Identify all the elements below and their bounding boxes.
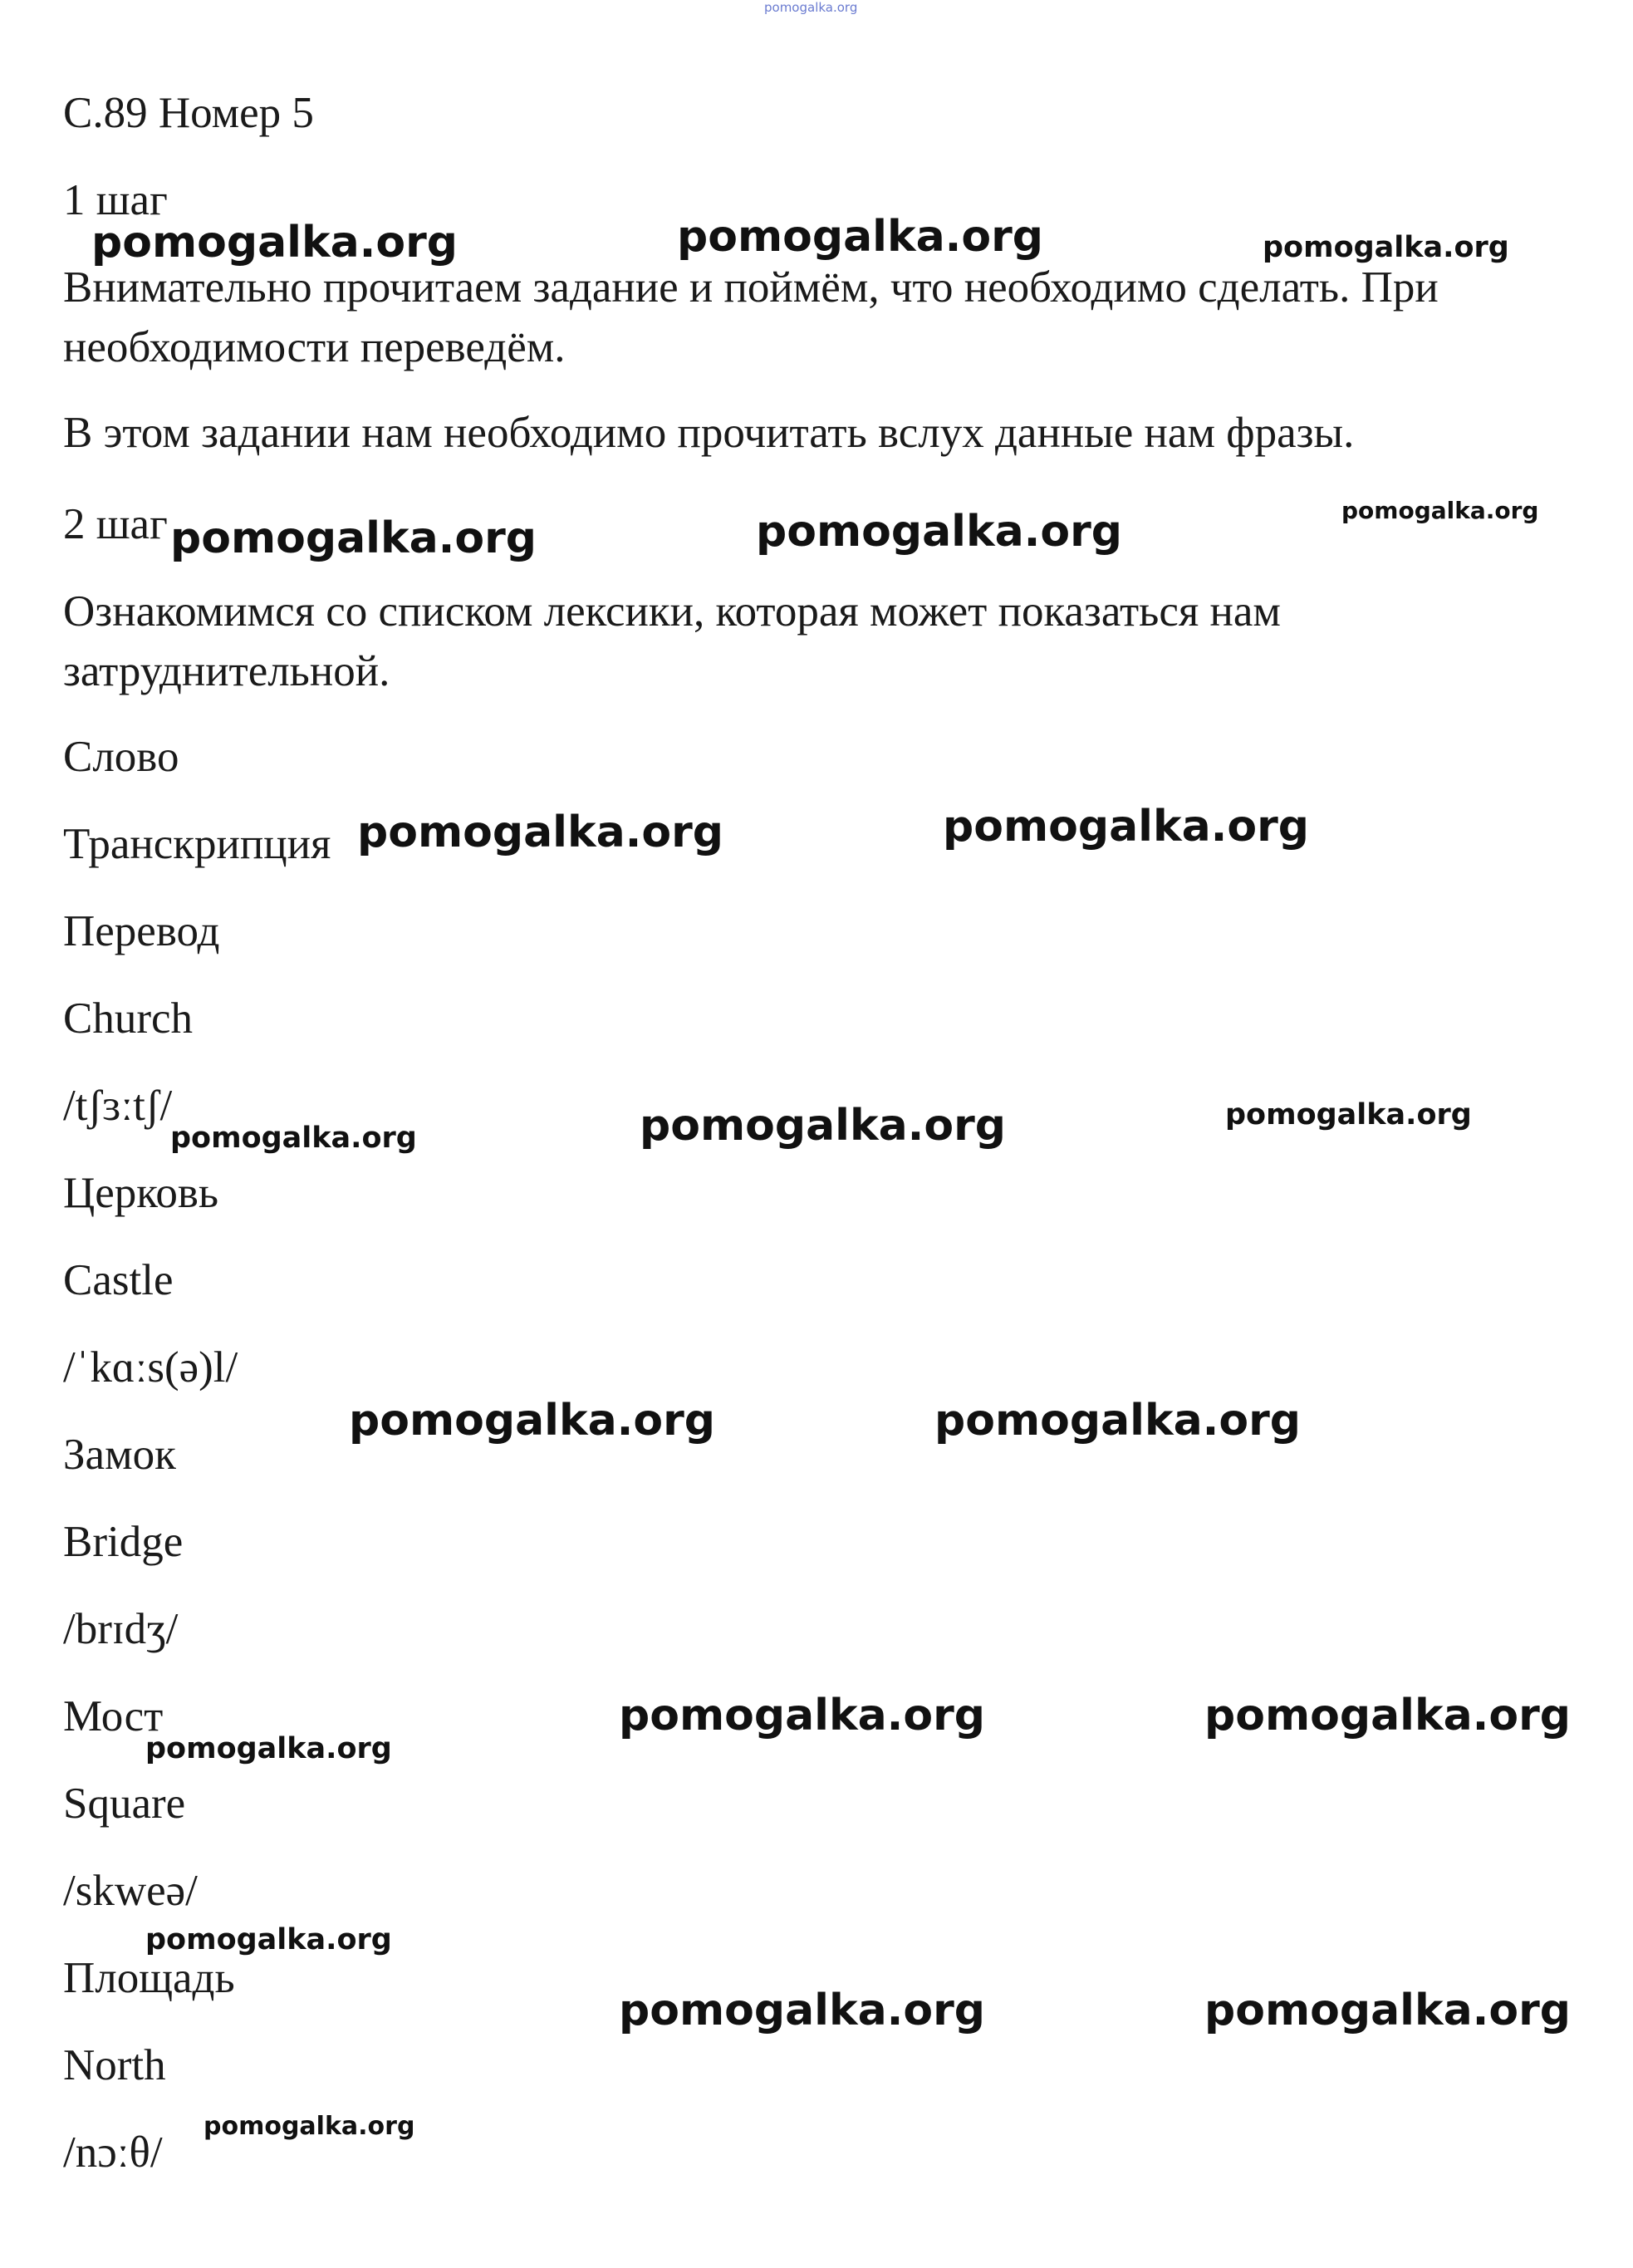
vocab-header-word: Слово <box>63 733 179 781</box>
watermark: pomogalka.org <box>756 507 1123 557</box>
watermark: pomogalka.org <box>934 1396 1302 1446</box>
vocab-word: North <box>63 2041 166 2089</box>
vocab-header-transcription: Транскрипция <box>63 820 331 868</box>
watermark: pomogalka.org <box>1204 1986 1572 2035</box>
watermark: pomogalka.org <box>1204 1691 1572 1740</box>
watermark: pomogalka.org <box>170 1122 417 1155</box>
vocab-transcription: /ˈkɑːs(ə)l/ <box>63 1343 238 1392</box>
watermark: pomogalka.org <box>1225 1098 1472 1132</box>
watermark-top: pomogalka.org <box>764 0 858 15</box>
watermark: pomogalka.org <box>619 1986 986 2035</box>
vocab-transcription: /nɔːθ/ <box>63 2128 163 2177</box>
step1-label: 1 шаг <box>63 176 168 224</box>
vocab-translation: Площадь <box>63 1954 235 2002</box>
watermark: pomogalka.org <box>677 212 1044 262</box>
vocab-translation: Мост <box>63 1692 164 1740</box>
vocab-header-translation: Перевод <box>63 907 220 955</box>
vocab-transcription: /brɪdʒ/ <box>63 1605 179 1653</box>
watermark: pomogalka.org <box>619 1691 986 1740</box>
watermark: pomogalka.org <box>204 2112 415 2141</box>
watermark: pomogalka.org <box>145 1732 392 1765</box>
vocab-word: Square <box>63 1780 186 1828</box>
step2-label: 2 шаг <box>63 500 168 548</box>
vocab-word: Castle <box>63 1256 174 1304</box>
watermark: pomogalka.org <box>145 1923 392 1956</box>
vocab-transcription: /tʃɜːtʃ/ <box>63 1082 173 1130</box>
watermark: pomogalka.org <box>357 808 724 857</box>
watermark: pomogalka.org <box>1263 231 1509 264</box>
vocab-word: Church <box>63 994 194 1043</box>
watermark: pomogalka.org <box>1341 497 1539 524</box>
step1-text-2: В этом задании нам необходимо прочитать вслух данные нам фразы. <box>63 409 1355 457</box>
vocab-word: Bridge <box>63 1518 184 1566</box>
vocab-translation: Замок <box>63 1431 176 1479</box>
vocab-transcription: /skweə/ <box>63 1867 198 1915</box>
watermark: pomogalka.org <box>91 218 459 268</box>
watermark: pomogalka.org <box>640 1101 1007 1151</box>
page-title: С.89 Номер 5 <box>63 89 314 137</box>
watermark: pomogalka.org <box>170 513 537 563</box>
watermark: pomogalka.org <box>943 802 1310 852</box>
vocab-translation: Церковь <box>63 1169 219 1217</box>
watermark: pomogalka.org <box>349 1396 716 1446</box>
step2-text-1: Ознакомимся со списком лексики, которая может показаться нам затруднительной. <box>63 587 1281 695</box>
step1-text-1: Внимательно прочитаем задание и поймём, что необходимо сделать. При необходимости переведём. <box>63 263 1439 371</box>
